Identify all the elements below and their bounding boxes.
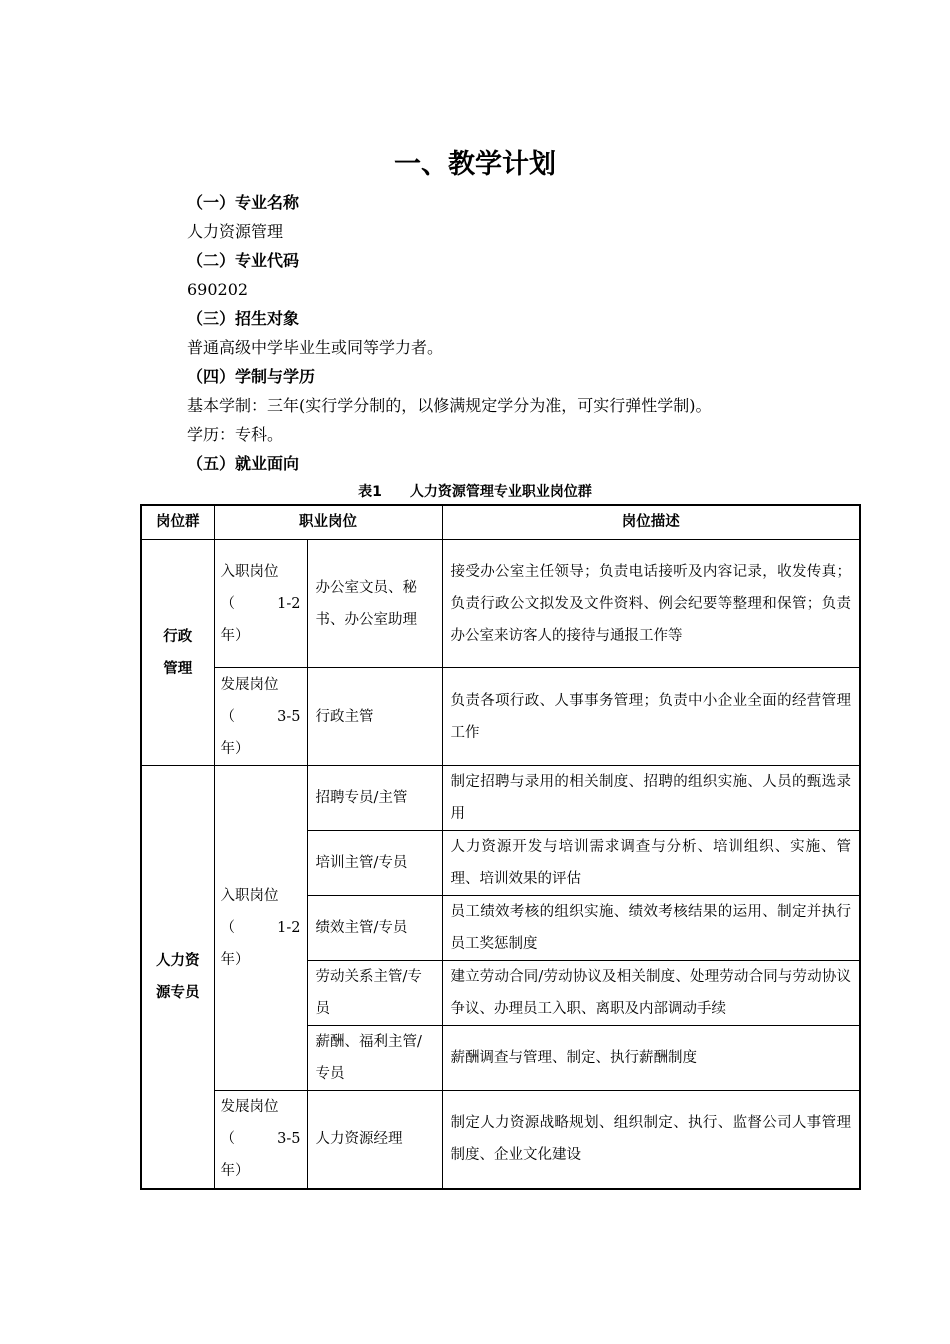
- group-cell: 行政 管理: [141, 540, 214, 766]
- group-cell: 人力资 源专员: [141, 766, 214, 1189]
- job-title-cell: 劳动关系主管/专员: [307, 961, 442, 1026]
- job-title-cell: 绩效主管/专员: [307, 896, 442, 961]
- stage-cell: 发展岗位 （ 3-5 年）: [214, 1091, 307, 1189]
- table-caption: 表1 人力资源管理专业职业岗位群: [358, 484, 592, 500]
- job-desc-cell: 建立劳动合同/劳动协议及相关制度、处理劳动合同与劳动协议争议、办理员工入职、离职及内部调动手续: [442, 961, 860, 1026]
- major-name-text: 人力资源管理: [187, 222, 284, 241]
- table-row: [141, 540, 860, 668]
- major-code-text: 690202: [187, 280, 249, 299]
- header-group: 岗位群: [141, 505, 214, 540]
- header-description: 岗位描述: [442, 505, 860, 540]
- job-desc-cell: 制定人力资源战略规划、组织制定、执行、监督公司人事管理制度、企业文化建设: [442, 1091, 860, 1189]
- section-heading-major-code: （二）专业代码: [187, 251, 300, 270]
- job-title-cell: 招聘专员/主管: [307, 766, 442, 831]
- section-heading-major-name: （一）专业名称: [187, 193, 300, 212]
- job-desc-cell: 接受办公室主任领导；负责电话接听及内容记录，收发传真；负责行政公文拟发及文件资料、例会纪要等整理和保管；负责办公室来访客人的接待与通报工作等: [442, 540, 860, 668]
- stage-cell: 发展岗位 （ 3-5 年）: [214, 668, 307, 766]
- sections: [187, 188, 867, 478]
- header-position: 职业岗位: [214, 505, 442, 540]
- job-table: [140, 504, 861, 1190]
- table-row: [141, 1091, 860, 1189]
- page-title: 一、教学计划: [394, 149, 556, 180]
- job-desc-cell: 负责各项行政、人事事务管理；负责中小企业全面的经营管理工作: [442, 668, 860, 766]
- job-title-cell: 培训主管/专员: [307, 831, 442, 896]
- job-desc-cell: 制定招聘与录用的相关制度、招聘的组织实施、人员的甄选录用: [442, 766, 860, 831]
- stage-cell: 入职岗位 （ 1-2 年）: [214, 766, 307, 1091]
- job-title-cell: 办公室文员、秘书、办公室助理: [307, 540, 442, 668]
- section-heading-duration: （四）学制与学历: [187, 367, 316, 386]
- duration-text: 基本学制：三年(实行学分制的，以修满规定学分为准，可实行弹性学制)。: [187, 396, 712, 415]
- job-desc-cell: 薪酬调查与管理、制定、执行薪酬制度: [442, 1026, 860, 1091]
- job-desc-cell: 人力资源开发与培训需求调查与分析、培训组织、实施、管理、培训效果的评估: [442, 831, 860, 896]
- job-title-cell: 行政主管: [307, 668, 442, 766]
- section-heading-enrollment: （三）招生对象: [187, 309, 300, 328]
- table-row: [141, 766, 860, 831]
- job-title-cell: 薪酬、福利主管/专员: [307, 1026, 442, 1091]
- job-desc-cell: 员工绩效考核的组织实施、绩效考核结果的运用、制定并执行员工奖惩制度: [442, 896, 860, 961]
- table-row: [141, 668, 860, 766]
- degree-text: 学历：专科。: [187, 425, 284, 444]
- section-heading-employment: （五）就业面向: [187, 454, 300, 473]
- enrollment-text: 普通高级中学毕业生或同等学力者。: [187, 338, 444, 357]
- table-header-row: [141, 505, 860, 540]
- stage-cell: 入职岗位 （ 1-2 年）: [214, 540, 307, 668]
- job-title-cell: 人力资源经理: [307, 1091, 442, 1189]
